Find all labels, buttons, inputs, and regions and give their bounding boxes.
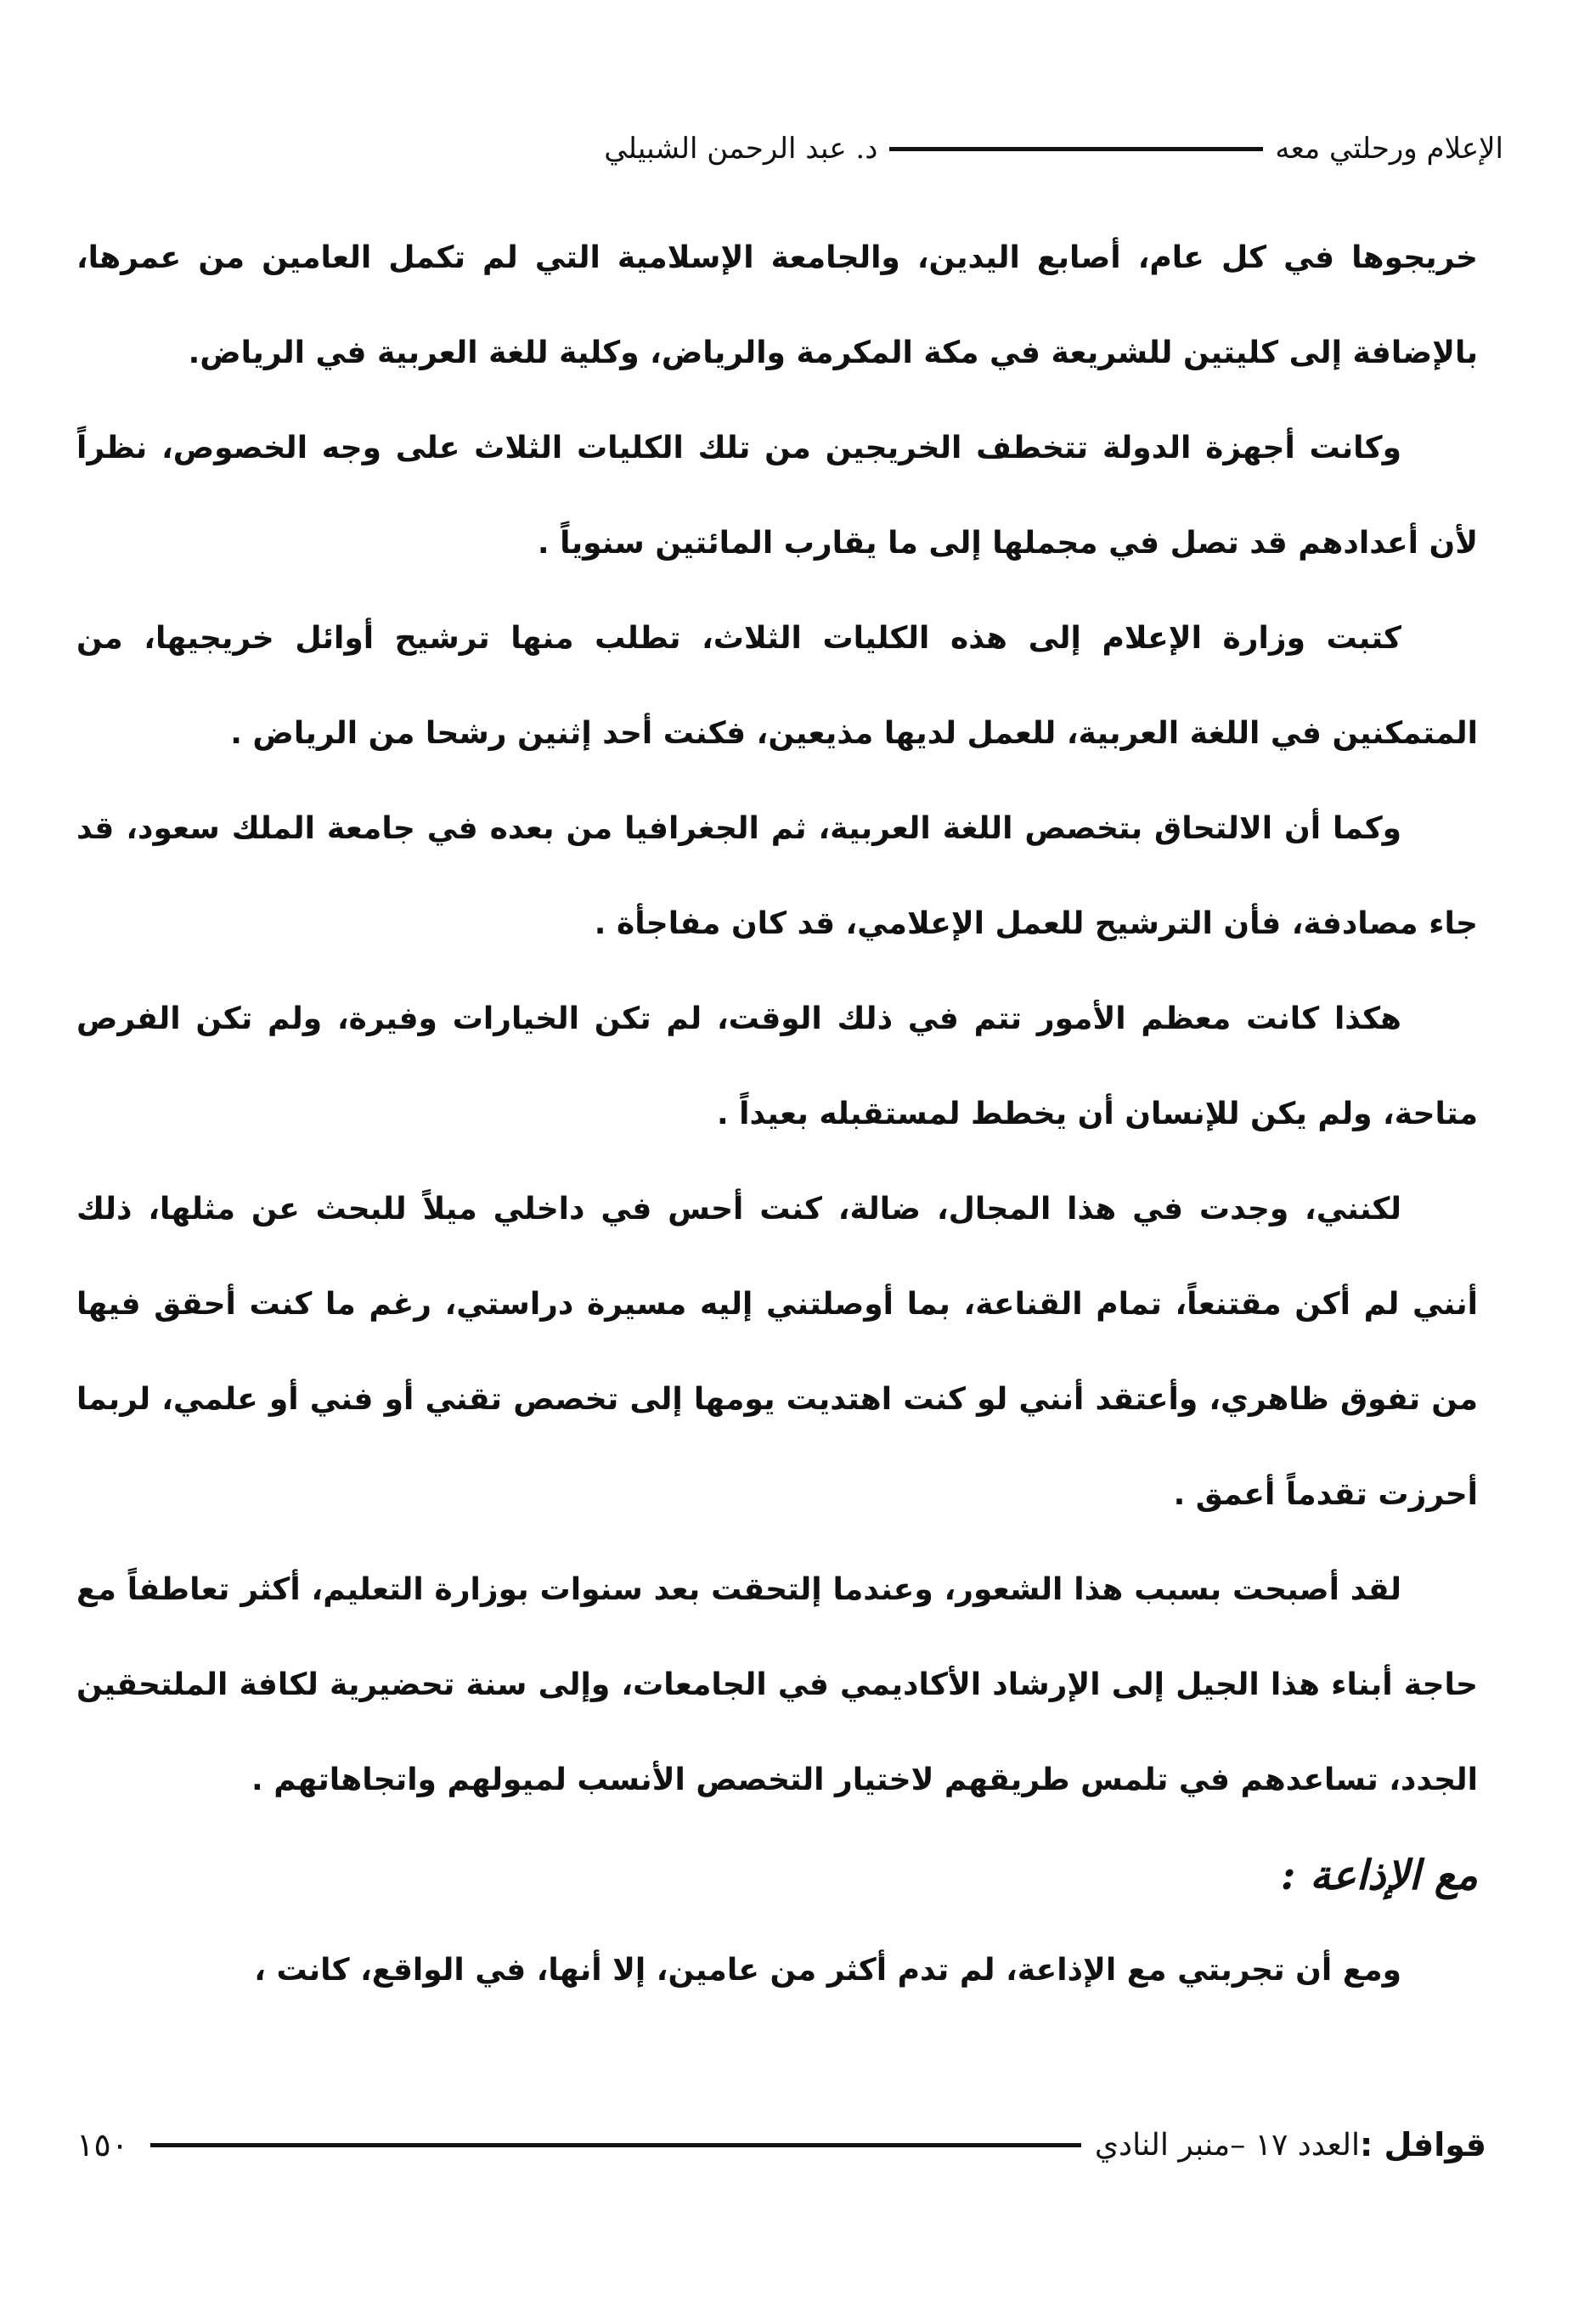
issue-label: العدد ١٧ –منبر النادي: [1094, 2127, 1361, 2163]
running-header: [85, 119, 1503, 178]
journal-name: قوافل :: [1360, 2126, 1486, 2163]
page-number: ١٥٠: [76, 2126, 129, 2163]
header-rule: [889, 147, 1263, 151]
paragraph-3: كتبت وزارة الإعلام إلى هذه الكليات الثلاث، تطلب منها ترشيح أوائل خريجيها، من المتمكنين في اللغة العربية، للعمل لديها مذيعين، فكنت أحد إثنين رشحا من الرياض .: [76, 621, 1478, 751]
paragraph-1: خريجوها في كل عام، أصابع اليدين، والجامعة الإسلامية التي لم تكمل العامين من عمرها، بالإضافة إلى كليتين للشريعة في مكة المكرمة والرياض، وكلية للغة العربية في الرياض.: [76, 240, 1478, 370]
footer-rule: [150, 2143, 1081, 2147]
paragraph-2: وكانت أجهزة الدولة تتخطف الخريجين من تلك الكليات الثلاث على وجه الخصوص، نظراً لأن أعدادهم قد تصل في مجملها إلى ما يقارب المائتين سنوياً .: [76, 431, 1478, 561]
paragraph-4: وكما أن الالتحاق بتخصص اللغة العربية، ثم الجغرافيا من بعده في جامعة الملك سعود، قد جاء مصادفة، فأن الترشيح للعمل الإعلامي، قد كان مفاجأة .: [76, 811, 1478, 941]
book-title: الإعلام ورحلتي معه: [1275, 132, 1503, 166]
paragraph-5: هكذا كانت معظم الأمور تتم في ذلك الوقت، لم تكن الخيارات وفيرة، ولم تكن الفرص متاحة، ولم يكن للإنسان أن يخطط لمستقبله بعيداً .: [76, 1001, 1478, 1131]
body-text: [76, 211, 1478, 2018]
paragraph-6: لكنني، وجدت في هذا المجال، ضالة، كنت أحس في داخلي ميلاً للبحث عن مثلها، ذلك أنني لم أكن مقتنعاً، تمام القناعة، بما أوصلتني إليه مسيرة دراستي، رغم ما كنت أحقق فيها من تفوق ظاهري، وأعتقد أنني لو كنت اهتديت يومها إلى تخصص تقني أو فني أو علمي، لربما أحرزت تقدماً أعمق .: [76, 1192, 1478, 1512]
section-first-paragraph: ومع أن تجربتي مع الإذاعة، لم تدم أكثر من عامين، إلا أنها، في الواقع، كانت ،: [254, 1953, 1401, 1988]
section-heading: مع الإذاعة :: [1280, 1852, 1478, 1899]
author-name: د. عبد الرحمن الشبيلي: [604, 132, 878, 166]
paragraph-7: لقد أصبحت بسبب هذا الشعور، وعندما إلتحقت بعد سنوات بوزارة التعليم، أكثر تعاطفاً مع حاجة أبناء هذا الجيل إلى الإرشاد الأكاديمي في الجامعات، وإلى سنة تحضيرية لكافة الملتحقين الجدد، تساعدهم في تلمس طريقهم لاختيار التخصص الأنسب لميولهم واتجاهاتهم .: [76, 1572, 1478, 1797]
page-footer: [76, 2115, 1486, 2175]
